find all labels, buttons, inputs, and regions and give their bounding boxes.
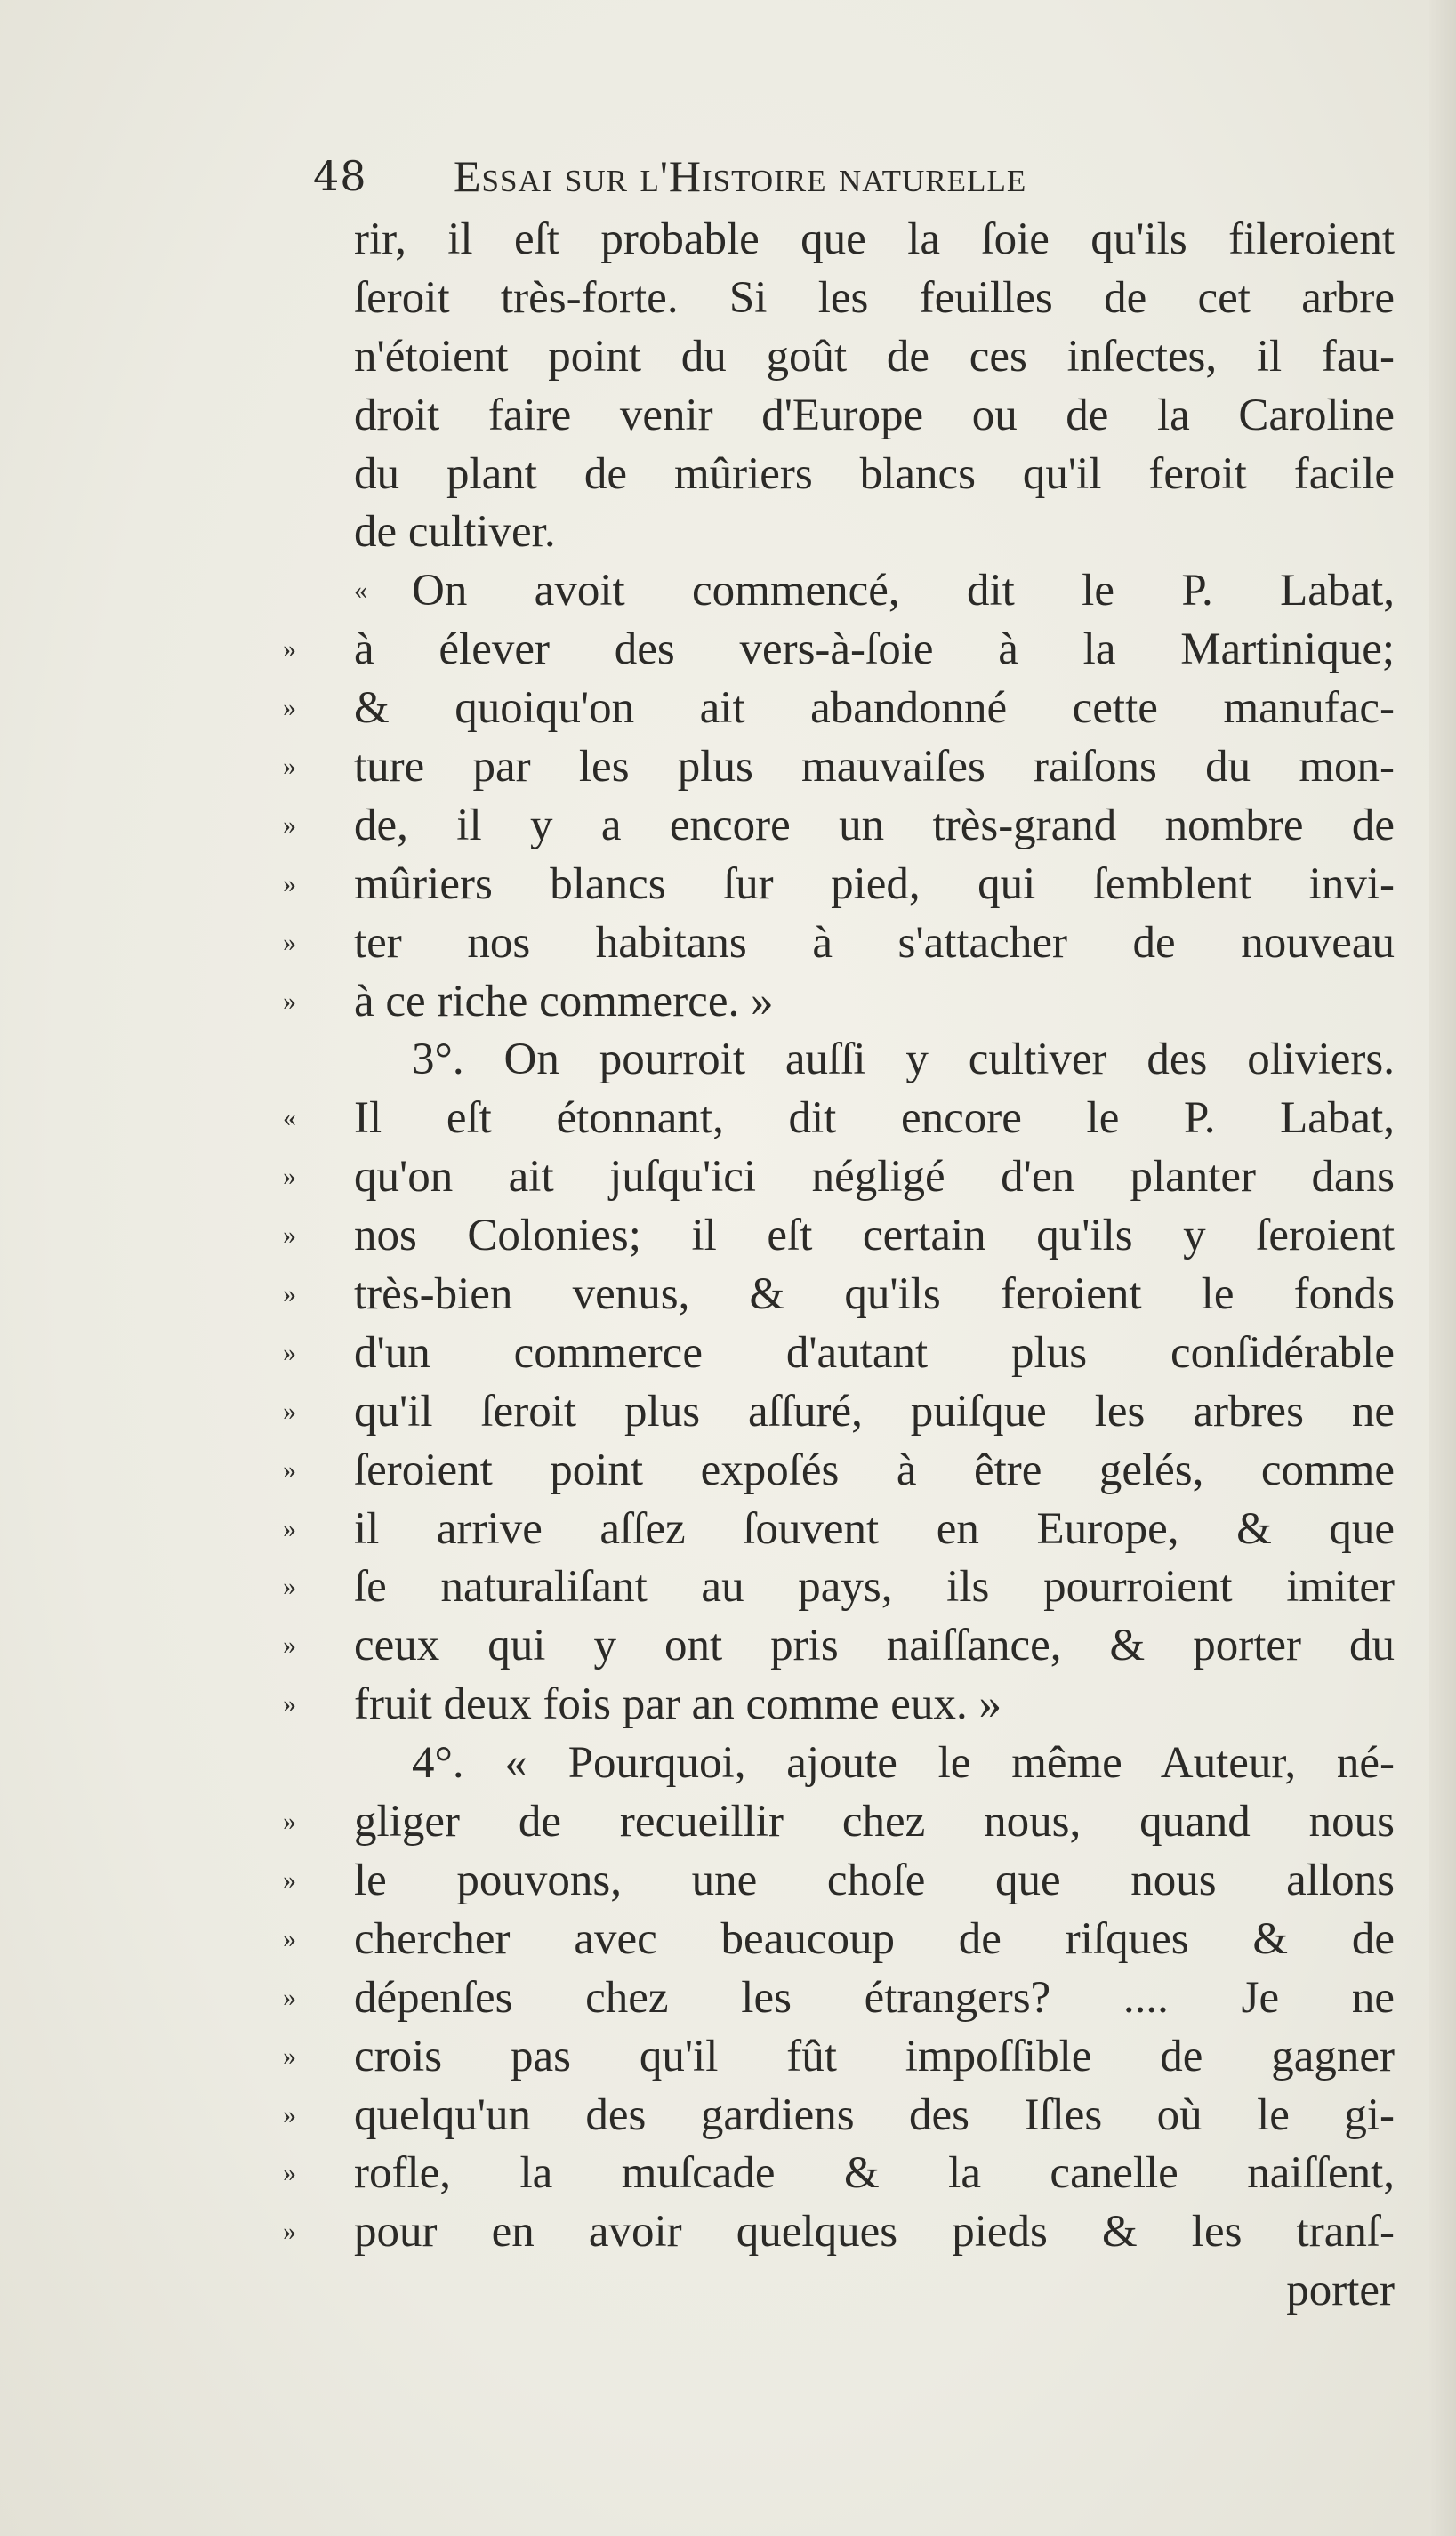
quote-mark: » (283, 1630, 296, 1661)
line-text: gliger de recueillir chez nous, quand nous (354, 1797, 1395, 1848)
line-text: n'étoient point du goût de ces inſectes, il fau- (354, 331, 1395, 382)
catchword: porter (1286, 2266, 1395, 2316)
line-text: chercher avec beaucoup de riſques & de (354, 1913, 1395, 1964)
text-line (283, 1265, 1395, 1324)
line-text: d'un commerce d'autant plus conſidérable (354, 1327, 1395, 1378)
quote-mark: « (283, 1103, 296, 1133)
line-text: ture par les plus mauvaiſes raiſons du mon- (354, 742, 1395, 793)
line-text: & quoiqu'on ait abandonné cette manufac- (354, 683, 1395, 734)
text-line (283, 2202, 1395, 2261)
line-text: ſe naturaliſant au pays, ils pourroient imiter (354, 1562, 1395, 1613)
line-text: quelqu'un des gardiens des Iſles où le gi- (354, 2089, 1395, 2140)
text-line (283, 210, 1395, 269)
quote-mark: » (283, 1923, 296, 1953)
line-text: le pouvons, une choſe que nous allons (354, 1855, 1395, 1905)
text-line (283, 1089, 1395, 1147)
text-line (283, 1968, 1395, 2027)
line-text: droit faire venir d'Europe ou de la Caroline (354, 390, 1395, 440)
quote-mark: » (283, 2099, 296, 2129)
quote-mark: » (283, 986, 296, 1016)
text-line (283, 855, 1395, 914)
quote-mark: » (283, 634, 296, 664)
quote-mark: » (283, 1807, 296, 1837)
line-text: à ce riche commerce. » (354, 976, 774, 1026)
line-text: du plant de mûriers blancs qu'il feroit facile (354, 448, 1395, 499)
line-text: nos Colonies; il eſt certain qu'ils y ſeroient (354, 1211, 1395, 1261)
line-text: pour en avoir quelques pieds & les tranſ- (354, 2207, 1395, 2258)
text-line (283, 1734, 1395, 1792)
line-text: fruit deux fois par an comme eux. » (354, 1679, 1002, 1730)
quote-mark: » (283, 1162, 296, 1192)
text-line (283, 1147, 1395, 1206)
text-line (283, 1382, 1395, 1441)
quote-mark: » (283, 1864, 296, 1895)
text-line (283, 796, 1395, 855)
quote-mark: » (283, 1279, 296, 1309)
text-line (283, 386, 1395, 445)
text-line (283, 1558, 1395, 1616)
line-text: Il eſt étonnant, dit encore le P. Labat, (354, 1093, 1395, 1144)
line-text: ter nos habitans à s'attacher de nouveau (354, 917, 1395, 968)
text-line (283, 914, 1395, 972)
quote-mark: « (354, 576, 367, 606)
line-text: ſeroient point expoſés à être gelés, comme (354, 1445, 1395, 1495)
quote-mark: » (283, 1220, 296, 1251)
line-text: dépenſes chez les étrangers? .... Je ne (354, 1972, 1395, 2023)
text-line (283, 1441, 1395, 1500)
line-text: ſeroit très-forte. Si les feuilles de cet arbre (354, 272, 1395, 323)
quote-mark: » (283, 1396, 296, 1426)
line-text: ceux qui y ont pris naiſſance, & porter du (354, 1621, 1395, 1671)
quote-mark: » (283, 1982, 296, 2012)
quote-mark: » (283, 927, 296, 957)
text-line (283, 1206, 1395, 1265)
line-text: de, il y a encore un très-grand nombre de (354, 800, 1395, 850)
line-text: rofle, la muſcade & la canelle naiſſent, (354, 2148, 1395, 2199)
text-line (283, 1675, 1395, 1734)
quote-mark: » (283, 1572, 296, 1602)
quote-mark: » (283, 693, 296, 723)
quote-mark: » (283, 2041, 296, 2071)
quote-mark: » (283, 1454, 296, 1485)
line-text: qu'il ſeroit plus aſſuré, puiſque les arbres ne (354, 1386, 1395, 1437)
line-text: rir, il eſt probable que la ſoie qu'ils fileroient (354, 214, 1395, 264)
text-line (283, 561, 1395, 620)
text-line (283, 445, 1395, 503)
quote-mark: » (283, 1513, 296, 1543)
text-line (283, 972, 1395, 1031)
quote-mark: » (283, 809, 296, 840)
page-header (313, 149, 1407, 203)
line-text: mûriers blancs ſur pied, qui ſemblent invi- (354, 858, 1395, 909)
text-line (283, 737, 1395, 796)
quote-mark: » (283, 2158, 296, 2188)
line-text: il arrive aſſez ſouvent en Europe, & que (354, 1503, 1395, 1554)
line-text: On avoit commencé, dit le P. Labat, (412, 566, 1395, 616)
text-line (283, 1500, 1395, 1558)
text-line (283, 1792, 1395, 1851)
quote-mark: » (283, 1337, 296, 1367)
text-line (283, 2027, 1395, 2086)
running-head: Essai sur l'Histoire naturelle (454, 151, 1027, 201)
text-line (283, 1616, 1395, 1675)
line-text: crois pas qu'il fût impoſſible de gagner (354, 2031, 1395, 2081)
quote-mark: » (283, 1689, 296, 1719)
text-line (283, 1851, 1395, 1910)
page-edge-shadow (1429, 0, 1456, 2536)
text-line (283, 503, 1395, 561)
text-line (283, 620, 1395, 679)
text-line (283, 327, 1395, 386)
quote-mark: » (283, 2217, 296, 2247)
catchword-line (283, 2261, 1395, 2320)
line-text: 3°. On pourroit auſſi y cultiver des oliviers. (412, 1035, 1395, 1085)
text-line (283, 1910, 1395, 1968)
text-line (283, 2086, 1395, 2145)
line-text: à élever des vers-à-ſoie à la Martinique; (354, 624, 1395, 675)
line-text: qu'on ait juſqu'ici négligé d'en planter dans (354, 1152, 1395, 1203)
text-block (283, 210, 1395, 2320)
line-text: de cultiver. (354, 507, 556, 558)
line-text: très-bien venus, & qu'ils feroient le fonds (354, 1269, 1395, 1320)
quote-mark: » (283, 868, 296, 898)
text-line (283, 1324, 1395, 1382)
quote-mark: » (283, 752, 296, 782)
line-text: 4°. « Pourquoi, ajoute le même Auteur, né- (412, 1738, 1395, 1789)
text-line (283, 269, 1395, 327)
text-line (283, 679, 1395, 737)
page-number: 48 (313, 152, 367, 200)
text-line (283, 2144, 1395, 2202)
text-line (283, 1030, 1395, 1089)
